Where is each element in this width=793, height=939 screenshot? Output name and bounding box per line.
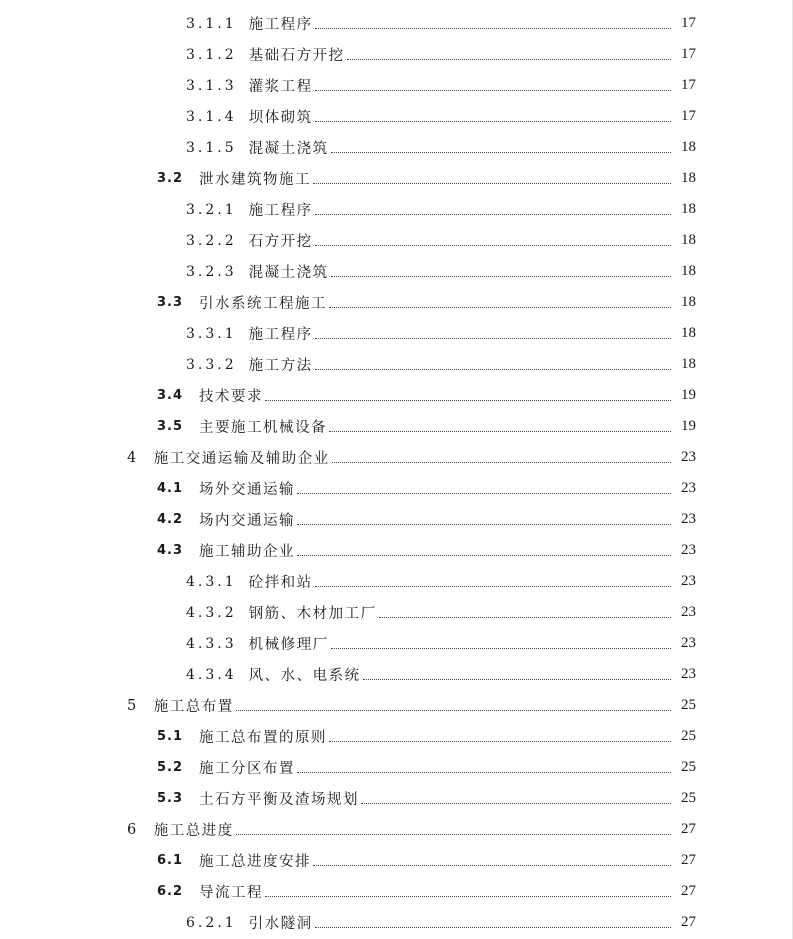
toc-entry-page-number: 17 bbox=[681, 108, 696, 124]
toc-entry-page-number: 23 bbox=[681, 449, 696, 465]
toc-entry-page-number: 23 bbox=[681, 573, 696, 589]
toc-entry-title: 混凝土浇筑 bbox=[248, 265, 329, 281]
dot-leader bbox=[329, 307, 671, 308]
toc-entry-page-number: 19 bbox=[681, 387, 696, 403]
toc-entry-title: 导流工程 bbox=[199, 885, 264, 901]
toc-entry-title: 土石方平衡及渣场规划 bbox=[199, 792, 360, 808]
dot-leader bbox=[315, 28, 671, 29]
toc-entry[interactable] bbox=[0, 349, 793, 380]
dot-leader bbox=[236, 710, 671, 711]
toc-entry[interactable] bbox=[0, 535, 793, 566]
toc-entry-number: 3.1.1 bbox=[186, 15, 237, 32]
dot-leader bbox=[315, 214, 671, 215]
toc-entry-number: 3.1.2 bbox=[186, 46, 237, 63]
toc-entry-title: 施工分区布置 bbox=[199, 761, 296, 777]
toc-entry-number: 4.1 bbox=[157, 481, 184, 496]
toc-entry-number: 4 bbox=[127, 449, 138, 466]
toc-entry-title: 主要施工机械设备 bbox=[199, 420, 328, 436]
toc-entry-page-number: 27 bbox=[681, 883, 696, 899]
toc-entry-number: 6.2.1 bbox=[186, 914, 237, 931]
toc-entry-title: 施工总进度 bbox=[153, 823, 234, 839]
toc-entry[interactable] bbox=[0, 690, 793, 721]
toc-entry-title: 施工程序 bbox=[248, 203, 313, 219]
toc-entry[interactable] bbox=[0, 225, 793, 256]
toc-entry-page-number: 18 bbox=[681, 263, 696, 279]
toc-entry-title: 混凝土浇筑 bbox=[248, 141, 329, 157]
toc-entry-page-number: 17 bbox=[681, 15, 696, 31]
dot-leader bbox=[315, 245, 671, 246]
toc-entry[interactable] bbox=[0, 39, 793, 70]
toc-entry[interactable] bbox=[0, 318, 793, 349]
toc-entry-page-number: 23 bbox=[681, 604, 696, 620]
dot-leader bbox=[315, 121, 671, 122]
dot-leader bbox=[331, 276, 671, 277]
dot-leader bbox=[297, 555, 671, 556]
toc-entry-title: 坝体砌筑 bbox=[248, 110, 313, 126]
toc-entry[interactable] bbox=[0, 814, 793, 845]
dot-leader bbox=[332, 462, 671, 463]
toc-entry[interactable] bbox=[0, 473, 793, 504]
toc-entry-number: 3.2.1 bbox=[186, 201, 237, 218]
table-of-contents bbox=[0, 8, 793, 938]
toc-entry-title: 基础石方开挖 bbox=[248, 48, 345, 64]
dot-leader bbox=[315, 90, 671, 91]
toc-entry-title: 引水隧洞 bbox=[248, 916, 313, 932]
dot-leader bbox=[331, 152, 671, 153]
toc-entry-number: 3.2.3 bbox=[186, 263, 237, 280]
toc-entry-page-number: 18 bbox=[681, 139, 696, 155]
dot-leader bbox=[297, 524, 671, 525]
toc-entry[interactable] bbox=[0, 380, 793, 411]
toc-entry-title: 石方开挖 bbox=[248, 234, 313, 250]
dot-leader bbox=[315, 338, 671, 339]
toc-entry[interactable] bbox=[0, 721, 793, 752]
toc-entry-number: 3.3.1 bbox=[186, 325, 237, 342]
toc-entry-page-number: 18 bbox=[681, 170, 696, 186]
dot-leader bbox=[315, 586, 671, 587]
toc-entry-number: 3.5 bbox=[157, 419, 184, 434]
toc-entry-title: 施工辅助企业 bbox=[199, 544, 296, 560]
toc-entry-number: 6.2 bbox=[157, 884, 184, 899]
toc-entry-number: 3.3 bbox=[157, 295, 184, 310]
dot-leader bbox=[329, 431, 671, 432]
dot-leader bbox=[379, 617, 671, 618]
toc-entry-title: 灌浆工程 bbox=[248, 79, 313, 95]
toc-entry-title: 泄水建筑物施工 bbox=[199, 172, 312, 188]
toc-entry-page-number: 23 bbox=[681, 666, 696, 682]
toc-entry-title: 施工程序 bbox=[248, 327, 313, 343]
toc-entry[interactable] bbox=[0, 907, 793, 938]
toc-entry-number: 3.4 bbox=[157, 388, 184, 403]
toc-entry-title: 砼拌和站 bbox=[248, 575, 313, 591]
toc-entry[interactable] bbox=[0, 256, 793, 287]
toc-entry-number: 4.3.4 bbox=[186, 666, 237, 683]
toc-entry[interactable] bbox=[0, 566, 793, 597]
toc-entry-page-number: 25 bbox=[681, 790, 696, 806]
toc-entry-number: 3.3.2 bbox=[186, 356, 237, 373]
toc-entry-page-number: 23 bbox=[681, 511, 696, 527]
toc-entry-page-number: 18 bbox=[681, 232, 696, 248]
toc-entry[interactable] bbox=[0, 504, 793, 535]
toc-entry-page-number: 25 bbox=[681, 728, 696, 744]
toc-entry-page-number: 27 bbox=[681, 852, 696, 868]
toc-entry-number: 5.1 bbox=[157, 729, 184, 744]
toc-entry[interactable] bbox=[0, 442, 793, 473]
toc-entry[interactable] bbox=[0, 194, 793, 225]
toc-entry-number: 6.1 bbox=[157, 853, 184, 868]
dot-leader bbox=[329, 741, 671, 742]
toc-entry-page-number: 18 bbox=[681, 356, 696, 372]
dot-leader bbox=[236, 834, 671, 835]
toc-entry-number: 4.2 bbox=[157, 512, 184, 527]
toc-entry-number: 6 bbox=[127, 821, 138, 838]
dot-leader bbox=[265, 896, 671, 897]
toc-entry[interactable] bbox=[0, 411, 793, 442]
toc-entry-number: 5.2 bbox=[157, 760, 184, 775]
toc-entry[interactable] bbox=[0, 70, 793, 101]
toc-entry-page-number: 17 bbox=[681, 77, 696, 93]
toc-entry[interactable] bbox=[0, 8, 793, 39]
toc-entry-title: 施工方法 bbox=[248, 358, 313, 374]
dot-leader bbox=[313, 865, 671, 866]
dot-leader bbox=[361, 803, 671, 804]
toc-entry-page-number: 23 bbox=[681, 542, 696, 558]
toc-entry[interactable] bbox=[0, 287, 793, 318]
toc-entry-number: 3.1.3 bbox=[186, 77, 237, 94]
toc-entry-page-number: 27 bbox=[681, 914, 696, 930]
toc-entry-page-number: 19 bbox=[681, 418, 696, 434]
dot-leader bbox=[331, 648, 671, 649]
toc-entry[interactable] bbox=[0, 876, 793, 907]
toc-entry-page-number: 23 bbox=[681, 480, 696, 496]
toc-entry-title: 技术要求 bbox=[199, 389, 264, 405]
toc-entry-title: 施工交通运输及辅助企业 bbox=[153, 451, 330, 467]
dot-leader bbox=[347, 59, 671, 60]
toc-entry-title: 场外交通运输 bbox=[199, 482, 296, 498]
toc-entry-number: 3.2.2 bbox=[186, 232, 237, 249]
toc-entry-page-number: 18 bbox=[681, 325, 696, 341]
toc-entry-number: 3.1.5 bbox=[186, 139, 237, 156]
toc-entry[interactable] bbox=[0, 132, 793, 163]
toc-entry-number: 5 bbox=[127, 697, 138, 714]
toc-entry-number: 4.3.2 bbox=[186, 604, 237, 621]
toc-entry[interactable] bbox=[0, 752, 793, 783]
dot-leader bbox=[297, 493, 671, 494]
toc-entry[interactable] bbox=[0, 628, 793, 659]
toc-entry-number: 4.3.1 bbox=[186, 573, 237, 590]
dot-leader bbox=[313, 183, 671, 184]
toc-entry-number: 3.1.4 bbox=[186, 108, 237, 125]
dot-leader bbox=[315, 369, 671, 370]
toc-entry-title: 施工总布置 bbox=[153, 699, 234, 715]
toc-entry-title: 引水系统工程施工 bbox=[199, 296, 328, 312]
toc-entry-page-number: 18 bbox=[681, 294, 696, 310]
toc-entry-number: 4.3 bbox=[157, 543, 184, 558]
toc-entry[interactable] bbox=[0, 101, 793, 132]
toc-entry-page-number: 23 bbox=[681, 635, 696, 651]
toc-entry-title: 施工程序 bbox=[248, 17, 313, 33]
toc-entry-title: 场内交通运输 bbox=[199, 513, 296, 529]
toc-entry[interactable] bbox=[0, 597, 793, 628]
toc-entry-title: 施工总布置的原则 bbox=[199, 730, 328, 746]
toc-entry-page-number: 18 bbox=[681, 201, 696, 217]
toc-entry[interactable] bbox=[0, 783, 793, 814]
toc-entry[interactable] bbox=[0, 659, 793, 690]
toc-entry-page-number: 17 bbox=[681, 46, 696, 62]
toc-entry-title: 施工总进度安排 bbox=[199, 854, 312, 870]
toc-entry-page-number: 25 bbox=[681, 697, 696, 713]
toc-entry-number: 3.2 bbox=[157, 171, 184, 186]
toc-entry-number: 5.3 bbox=[157, 791, 184, 806]
dot-leader bbox=[363, 679, 671, 680]
toc-entry-title: 钢筋、木材加工厂 bbox=[248, 606, 377, 622]
dot-leader bbox=[265, 400, 671, 401]
toc-entry-number: 4.3.3 bbox=[186, 635, 237, 652]
dot-leader bbox=[297, 772, 671, 773]
toc-entry-title: 机械修理厂 bbox=[248, 637, 329, 653]
dot-leader bbox=[315, 927, 671, 928]
toc-entry-page-number: 27 bbox=[681, 821, 696, 837]
toc-entry-title: 风、水、电系统 bbox=[248, 668, 361, 684]
toc-entry-page-number: 25 bbox=[681, 759, 696, 775]
toc-entry[interactable] bbox=[0, 163, 793, 194]
toc-entry[interactable] bbox=[0, 845, 793, 876]
